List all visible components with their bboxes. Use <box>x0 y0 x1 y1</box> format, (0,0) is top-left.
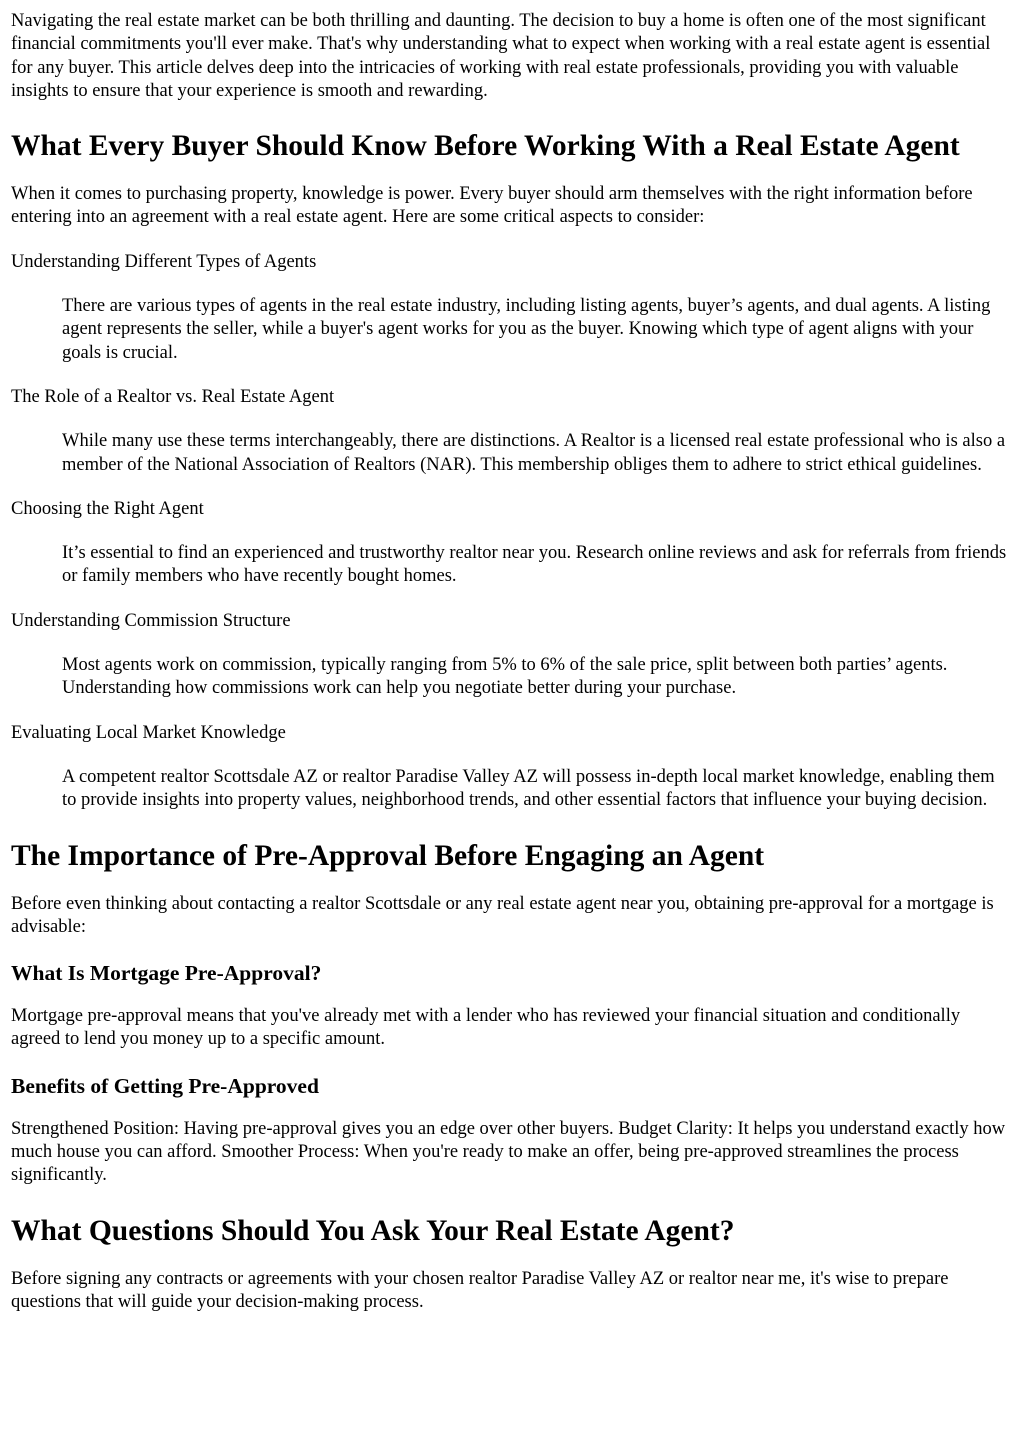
section-lead-paragraph: Before signing any contracts or agreements with your chosen realtor Paradise Valley AZ or realtor near me, it's wise to prepare questions that will guide your decision-making process. <box>11 1268 949 1312</box>
section-heading-questions: What Questions Should You Ask Your Real Estate Agent? <box>11 1214 735 1247</box>
subsection-paragraph: Strengthened Position: Having pre-approval gives you an edge over other buyers. Budget Clarity: It helps you understand exactly how much house you can afford. Smoother Process: When you're ready to make an offer, being pre-approved streamlines the process significantly. <box>11 1118 1006 1186</box>
list-item-term: Understanding Commission Structure <box>11 610 291 631</box>
subsection-paragraph: Mortgage pre-approval means that you've already met with a lender who has reviewed your financial situation and conditionally agreed to lend you money up to a specific amount. <box>11 1006 961 1050</box>
list-item-description: A competent realtor Scottsdale AZ or realtor Paradise Valley AZ will possess in-depth local market knowledge, enabling them to provide insights into property values, neighborhood trends, and other essential factors that influence your buying decision. <box>62 766 995 811</box>
subheading-benefits-pre-approved: Benefits of Getting Pre-Approved <box>11 1073 319 1098</box>
list-item-description: While many use these terms interchangeably, there are distinctions. A Realtor is a licensed real estate professional who is also a member of the National Association of Realtors (NAR). This membership obliges them to adhere to strict ethical guidelines. <box>62 431 1006 475</box>
list-item-description: There are various types of agents in the real estate industry, including listing agents, buyer’s agents, and dual agents. A listing agent represents the seller, while a buyer's agent works for you as the buyer. Knowing which type of agent aligns with your goals is crucial. <box>62 296 991 363</box>
section-heading-pre-approval: The Importance of Pre-Approval Before Engaging an Agent <box>11 839 765 872</box>
list-item-description: It’s essential to find an experienced and trustworthy realtor near you. Research online reviews and ask for referrals from friends or family members who have recently bought homes. <box>62 543 1007 587</box>
section-lead-paragraph: When it comes to purchasing property, knowledge is power. Every buyer should arm themselves with the right information before entering into an agreement with a real estate agent. Here are some critical aspects to consider: <box>11 184 973 228</box>
subheading-mortgage-pre-approval: What Is Mortgage Pre-Approval? <box>11 961 322 986</box>
list-item-term: Choosing the Right Agent <box>11 498 204 519</box>
list-item-term: Understanding Different Types of Agents <box>11 251 317 272</box>
list-item-description: Most agents work on commission, typically ranging from 5% to 6% of the sale price, split between both parties’ agents. Understanding how commissions work can help you negotiate better during your purchase. <box>62 655 948 699</box>
list-item-term: The Role of a Realtor vs. Real Estate Agent <box>11 386 335 407</box>
intro-paragraph: Navigating the real estate market can be both thrilling and daunting. The decision to buy a home is often one of the most significant financial commitments you'll ever make. That's why understanding what to expect when working with a real estate agent is essential for any buyer. This article delves deep into the intricacies of working with real estate professionals, providing you with valuable insights to ensure that your experience is smooth and rewarding. <box>11 11 991 101</box>
section-heading-buyer-should-know: What Every Buyer Should Know Before Working With a Real Estate Agent <box>11 130 960 163</box>
list-item-term: Evaluating Local Market Knowledge <box>11 722 286 743</box>
section-lead-paragraph: Before even thinking about contacting a realtor Scottsdale or any real estate agent near you, obtaining pre-approval for a mortgage is advisable: <box>11 893 994 937</box>
